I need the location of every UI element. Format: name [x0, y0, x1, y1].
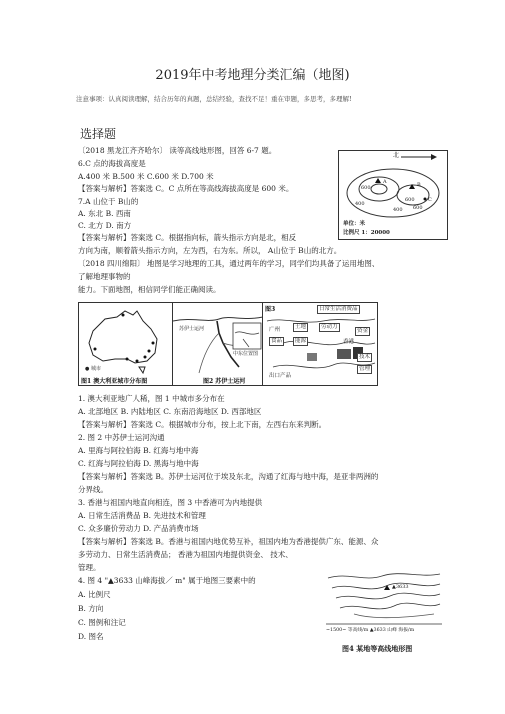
question-3-answer-3: 管理。 — [78, 563, 101, 572]
contour-label-600a: 600 — [361, 185, 371, 191]
box-energy: 能源 — [295, 338, 307, 344]
contour-map — [338, 150, 448, 240]
contour-label-400a: 400 — [355, 201, 365, 207]
question-4-option-a: A. 比例尺 — [78, 590, 111, 599]
question-3-options-2: C. 众多廉价劳动力 D. 产品消费市场 — [78, 524, 199, 533]
label-export: 出口产品 — [269, 373, 292, 379]
question-4-option-c: C. 图例和注记 — [78, 618, 126, 627]
question-2-answer-2: 分界线。 — [78, 485, 108, 494]
fig4-caption: 图4 某地等高线地形图 — [342, 644, 413, 653]
box-management: 管理 — [359, 366, 371, 372]
box-capital: 资金 — [357, 328, 369, 334]
question-3: 3. 香港与祖国内地直向相连，图 3 中香港可为内地提供 — [78, 498, 263, 507]
unit-label: 单位：米 — [343, 221, 366, 227]
question-3-answer-1: 【答案与解析】答案选 B。香港与祖国内地优势互补，祖国内地为香港提供广东、能源、众 — [78, 537, 379, 546]
fig4-peak-label: ▲3633 — [392, 584, 409, 590]
question-4-option-d: D. 图名 — [78, 632, 104, 641]
q2-line2: 了解地理事物的 — [78, 272, 131, 281]
figure-hongkong — [262, 302, 378, 386]
question-2-options-1: A. 里海与阿拉伯海 B. 红海与地中海 — [78, 446, 199, 455]
q7-answer-2: 方向为南，顺着箭头指示方向，左为西，右为东。所以， A山位于 B山的北方。 — [78, 246, 342, 255]
fig2-caption: 图2 苏伊士运河 — [203, 378, 246, 385]
box-tech: 技术 — [359, 354, 371, 360]
box-land: 土地 — [295, 324, 307, 330]
label-suez: 苏伊士运河 — [179, 326, 205, 332]
q6-answer: 【答案与解析】答案选 C。C 点所在等高线海拔高度是 600 米。 — [78, 184, 294, 193]
contour-label-c: C — [428, 197, 432, 203]
question-2-answer-1: 【答案与解析】答案选 B。苏伊士运河位于埃及东北，沟通了红海与地中海，是亚非两洲的 — [78, 472, 379, 481]
question-3-answer-2: 多劳动力、日常生活消费品； 香港为祖国内地提供资金、 技术、 — [78, 550, 293, 559]
contour-label-600b: 600 — [405, 197, 415, 203]
contour-label-a: A — [383, 179, 387, 185]
label-guangzhou: 广州 — [269, 327, 281, 333]
scale-label: 比例尺 1：20000 — [343, 230, 390, 236]
fig4-legend: ~1500~ 等高线/m ▲3633 山峰 海拔/m — [326, 628, 415, 633]
notice-text: 注意事项：认真阅读理解，结合历年的真题，总结经验，查找不足！重在审题，多思考，多理解! — [76, 95, 352, 103]
figure-suez — [172, 302, 264, 386]
question-4: 4. 图 4 "▲3633 山峰海拔／ m" 属于地图三要素中的 — [78, 576, 256, 585]
q6-options: A.400 米 B.500 米 C.600 米 D.700 米 — [78, 172, 214, 181]
box-consumer-goods: 日常生活消费品 — [319, 306, 358, 312]
section-title: 选择题 — [80, 127, 117, 141]
question-3-options-1: A. 日常生活消费品 B. 先进技术和管理 — [78, 511, 206, 520]
q7-options-2: C. 北方 D. 南方 — [78, 221, 132, 230]
figure-australia — [78, 302, 174, 386]
fig1-caption: 图1 澳大利亚城市分布图 — [81, 378, 148, 385]
figure-contour-4 — [324, 568, 444, 640]
label-inset: 中东位置图 — [233, 351, 259, 357]
q2-source: 〔2018 四川绵阳〕 地图是学习地理的工具，通过两年的学习，同学们均具备了运用地图、 — [78, 259, 380, 268]
contour-label-600c: 600 — [413, 205, 423, 211]
suez-map — [173, 303, 263, 385]
contour-label-400b: 400 — [393, 207, 403, 213]
box-food: 食品 — [271, 338, 283, 344]
q2-line3: 能力。下面地图，相信同学们能正确阅读。 — [78, 285, 221, 294]
q7-stem: 7.A 山位于 B山的 — [78, 197, 139, 206]
question-2: 2. 图 2 中苏伊士运河沟通 — [78, 433, 165, 442]
question-4-option-b: B. 方向 — [78, 604, 104, 613]
question-1-answer: 【答案与解析】答案选 C。根据城市分布，按上北下南，左西右东来判断。 — [78, 420, 327, 429]
north-label: 北 — [393, 152, 400, 159]
fig3-caption: 图3 — [265, 306, 276, 313]
q7-answer-1: 【答案与解析】答案选 C。根据指向标，箭头指示方向是北，相反 — [78, 233, 297, 242]
q1-source: 〔2018 黑龙江齐齐哈尔〕 读等高线地形图，回答 6-7 题。 — [78, 146, 277, 155]
question-2-options-2: C. 红海与阿拉伯海 D. 黑海与地中海 — [78, 459, 199, 468]
q6-stem: 6.C 点的海拔高度是 — [78, 159, 146, 168]
label-hongkong: 香港 — [343, 339, 355, 345]
page-title: 2019年中考地理分类汇编（地图) — [155, 68, 350, 83]
question-1: 1. 澳大利亚地广人稀，图 1 中城市多分布在 — [78, 394, 225, 403]
fig1-legend: ● 城市 — [85, 366, 101, 372]
q7-options-1: A. 东北 B. 西南 — [78, 209, 131, 218]
box-labor: 劳动力 — [321, 324, 338, 330]
australia-map — [79, 303, 173, 385]
contour-label-b: B — [417, 182, 421, 188]
question-1-options: A. 北部地区 B. 内陆地区 C. 东南沿海地区 D. 西部地区 — [78, 407, 262, 416]
